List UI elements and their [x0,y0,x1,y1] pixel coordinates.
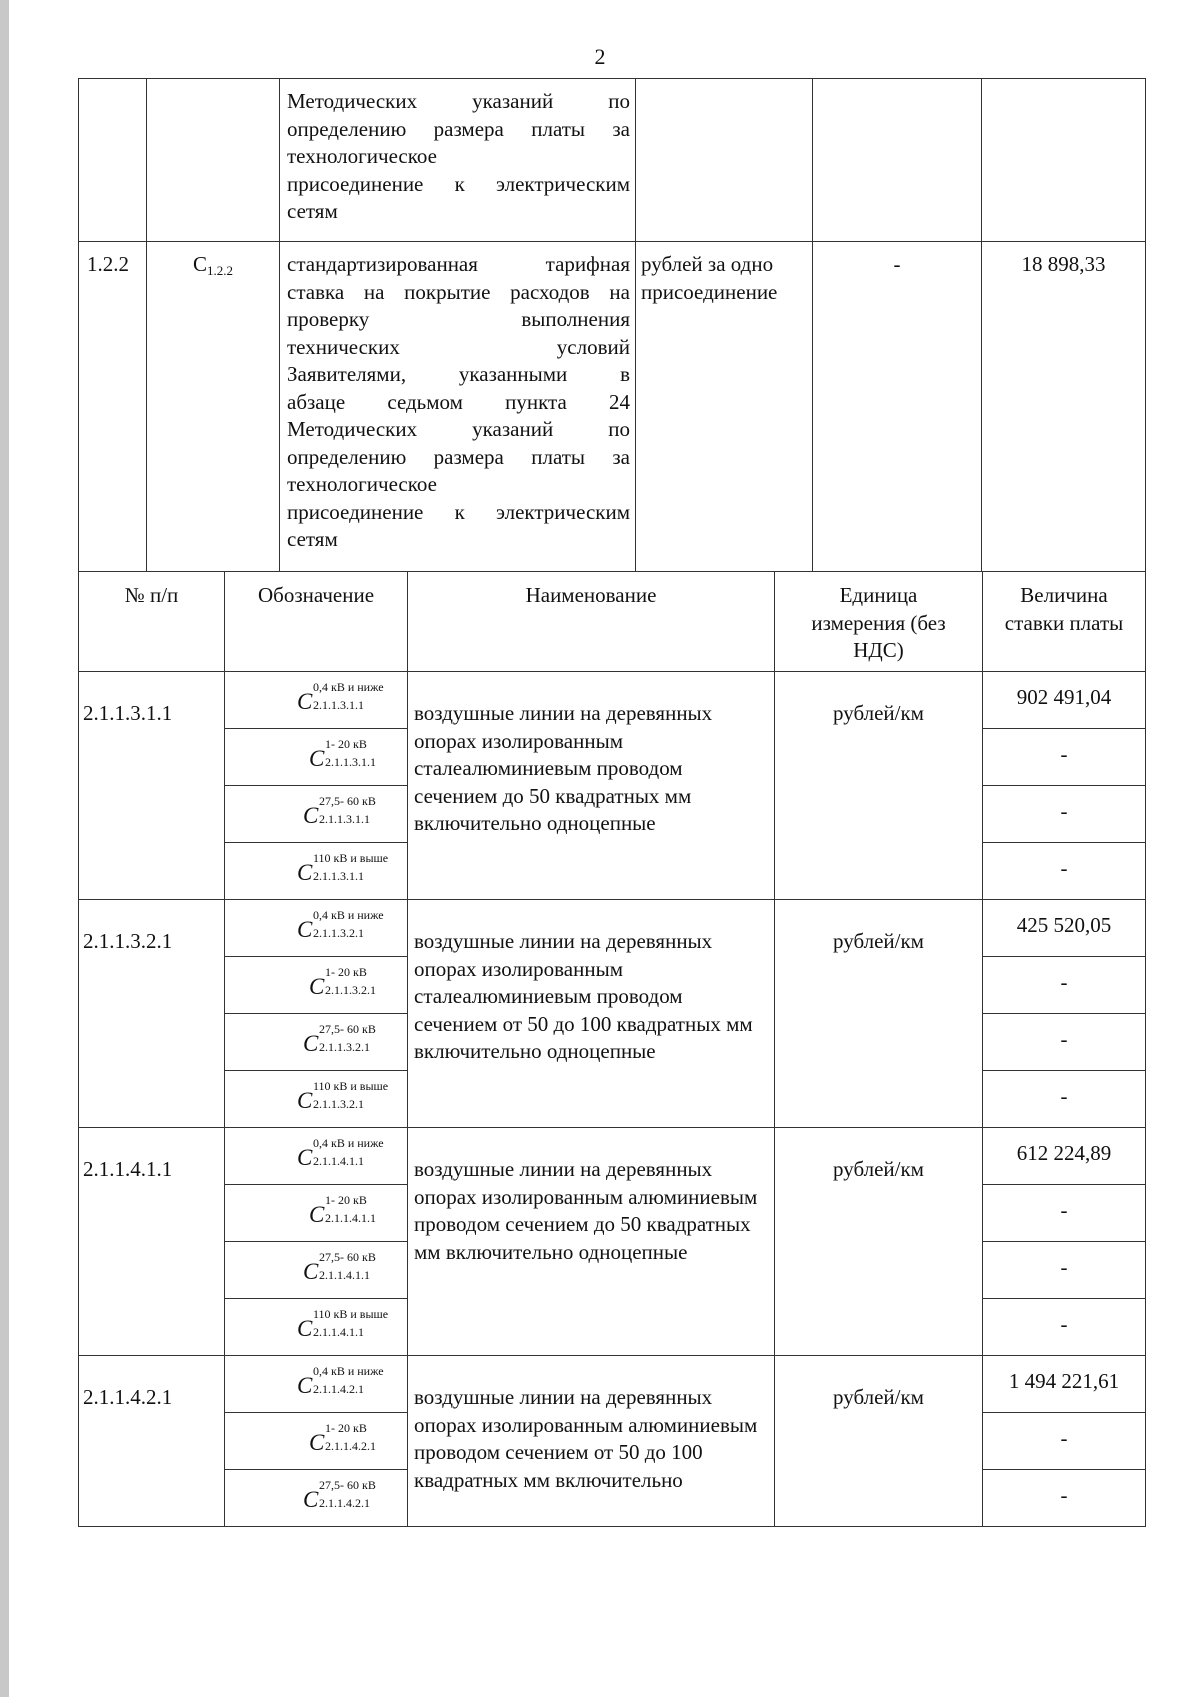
rate-symbol-letter: C [309,746,325,771]
rate-symbol-voltage: 0,4 кВ и ниже [313,680,384,694]
group-name: воздушные линии на деревянных опорах изолированным алюминиевым проводом сечением от 50 до 100 квадратных мм включительно [408,1356,775,1527]
row-unit: рублей за одно присоединение [636,242,813,572]
page-number: 2 [594,44,606,69]
rate-value: - [983,1470,1146,1527]
rate-designation [225,1128,408,1185]
rate-symbol [261,1136,384,1170]
row-unit [636,79,813,242]
rate-designation [225,786,408,843]
rate-value: - [983,1185,1146,1242]
rate-symbol-letter: C [303,1487,319,1512]
group-unit: рублей/км [775,1356,983,1527]
rate-value: 1 494 221,61 [983,1356,1146,1413]
row-num [79,79,147,242]
top-table-row [79,242,1146,572]
rate-symbol-voltage: 110 кВ и выше [313,851,389,865]
rate-symbol-letter: C [309,974,325,999]
rate-symbol [261,1478,376,1512]
rate-symbol-index: 2.1.1.3.2.1 [325,983,376,997]
rate-symbol-letter: C [297,917,313,942]
rate-designation [225,1413,408,1470]
rate-table [78,571,1146,1527]
row-value: 18 898,33 [982,242,1146,572]
rate-designation [225,729,408,786]
rate-symbol-index: 2.1.1.3.1.1 [313,698,364,712]
table-row [79,1356,1146,1413]
rate-symbol-voltage: 0,4 кВ и ниже [313,908,384,922]
rate-symbol [261,1421,376,1455]
rate-symbol-letter: C [297,689,313,714]
rate-symbol [261,1250,376,1284]
rate-symbol-voltage: 1- 20 кВ [325,1421,367,1435]
rate-symbol-voltage: 27,5- 60 кВ [319,794,376,808]
row-description: стандартизированная тарифная ставка на покрытие расходов на проверку выполнения технических условий Заявителями, указанными в абзаце седьмом пункта 24 Методических указаний по определению размера платы за технологическое присоединение к электрическим сетям [280,242,636,572]
rate-designation [225,672,408,729]
rate-value: - [983,957,1146,1014]
row-num: 1.2.2 [79,242,147,572]
table-row [79,672,1146,729]
rate-designation [225,1242,408,1299]
scan-edge [0,0,9,1697]
rate-symbol-index: 2.1.1.4.1.1 [313,1154,364,1168]
rate-symbol-voltage: 27,5- 60 кВ [319,1478,376,1492]
rate-symbol-index: 2.1.1.3.2.1 [313,1097,364,1111]
rate-symbol [261,851,389,885]
header-designation: Обозначение [225,572,408,672]
rate-symbol-index: 2.1.1.3.1.1 [313,869,364,883]
rate-designation [225,900,408,957]
rate-symbol-voltage: 27,5- 60 кВ [319,1022,376,1036]
group-unit: рублей/км [775,900,983,1128]
rate-symbol-voltage: 110 кВ и выше [313,1079,389,1093]
rate-symbol-index: 2.1.1.3.1.1 [319,812,370,826]
rate-symbol-letter: C [303,1259,319,1284]
rate-value: - [983,729,1146,786]
rate-symbol-voltage: 1- 20 кВ [325,737,367,751]
rate-value: 612 224,89 [983,1128,1146,1185]
rate-designation [225,1299,408,1356]
group-unit: рублей/км [775,672,983,900]
rate-symbol-index: 2.1.1.4.1.1 [325,1211,376,1225]
group-unit: рублей/км [775,1128,983,1356]
rate-designation [225,1071,408,1128]
rate-symbol-letter: C [309,1430,325,1455]
group-name: воздушные линии на деревянных опорах изолированным сталеалюминиевым проводом сечением от 50 до 100 квадратных мм включительно одноцепные [408,900,775,1128]
table-row [79,900,1146,957]
group-num: 2.1.1.3.2.1 [79,900,225,1128]
header-unit: Единица измерения (без НДС) [775,572,983,672]
rate-symbol-letter: C [297,860,313,885]
rate-symbol [261,1022,376,1056]
rate-symbol-index: 2.1.1.4.2.1 [325,1439,376,1453]
rate-value: - [983,1071,1146,1128]
rate-symbol-letter: C [297,1088,313,1113]
rate-designation [225,957,408,1014]
row-description: Методических указаний по определению размера платы за технологическое присоединение к электрическим сетям [280,79,636,242]
rate-symbol [261,794,376,828]
rate-symbol [261,1193,376,1227]
rate-symbol-voltage: 27,5- 60 кВ [319,1250,376,1264]
rate-symbol [261,908,384,942]
rate-symbol-letter: C [303,803,319,828]
rate-symbol-letter: C [297,1316,313,1341]
rate-designation [225,1014,408,1071]
rate-symbol-letter: C [303,1031,319,1056]
group-num: 2.1.1.4.2.1 [79,1356,225,1527]
header-value: Величина ставки платы [983,572,1146,672]
row-symbol [147,79,280,242]
rate-symbol-index: 2.1.1.4.2.1 [313,1382,364,1396]
rate-value: - [983,786,1146,843]
rate-symbol-voltage: 1- 20 кВ [325,1193,367,1207]
rate-symbol-index: 2.1.1.3.2.1 [313,926,364,940]
rate-symbol-index: 2.1.1.3.2.1 [319,1040,370,1054]
rate-symbol-voltage: 0,4 кВ и ниже [313,1136,384,1150]
rate-symbol-voltage: 110 кВ и выше [313,1307,389,1321]
table-row [79,1128,1146,1185]
rate-designation [225,1356,408,1413]
header-row [79,572,1146,672]
rate-value: - [983,1299,1146,1356]
rate-value: 425 520,05 [983,900,1146,957]
header-num: № п/п [79,572,225,672]
rate-designation [225,1470,408,1527]
rate-value: - [983,1242,1146,1299]
rate-designation [225,1185,408,1242]
header-name: Наименование [408,572,775,672]
rate-symbol-index: 2.1.1.4.1.1 [319,1268,370,1282]
rate-symbol-voltage: 0,4 кВ и ниже [313,1364,384,1378]
rate-symbol-index: 2.1.1.3.1.1 [325,755,376,769]
row-symbol: $С_{1.2.2}$ [147,242,280,572]
rate-symbol [261,737,376,771]
rate-symbol [261,965,376,999]
rate-symbol-index: 2.1.1.4.2.1 [319,1496,370,1510]
rate-symbol-voltage: 1- 20 кВ [325,965,367,979]
rate-symbol [261,680,384,714]
rate-value: - [983,1014,1146,1071]
rate-symbol [261,1364,384,1398]
row-value [982,79,1146,242]
rate-value: - [983,843,1146,900]
rate-value: - [983,1413,1146,1470]
row-mid [813,79,982,242]
rate-designation [225,843,408,900]
rate-symbol-letter: C [297,1145,313,1170]
rate-symbol [261,1307,389,1341]
top-table [78,78,1146,572]
rate-symbol [261,1079,389,1113]
row-mid: - [813,242,982,572]
rate-symbol-letter: C [297,1373,313,1398]
rate-symbol-index: 2.1.1.4.1.1 [313,1325,364,1339]
rate-symbol-letter: C [309,1202,325,1227]
group-num: 2.1.1.3.1.1 [79,672,225,900]
rate-value: 902 491,04 [983,672,1146,729]
group-name: воздушные линии на деревянных опорах изолированным сталеалюминиевым проводом сечением до 50 квадратных мм включительно одноцепные [408,672,775,900]
group-name: воздушные линии на деревянных опорах изолированным алюминиевым проводом сечением до 50 квадратных мм включительно одноцепные [408,1128,775,1356]
group-num: 2.1.1.4.1.1 [79,1128,225,1356]
top-table-row [79,79,1146,242]
